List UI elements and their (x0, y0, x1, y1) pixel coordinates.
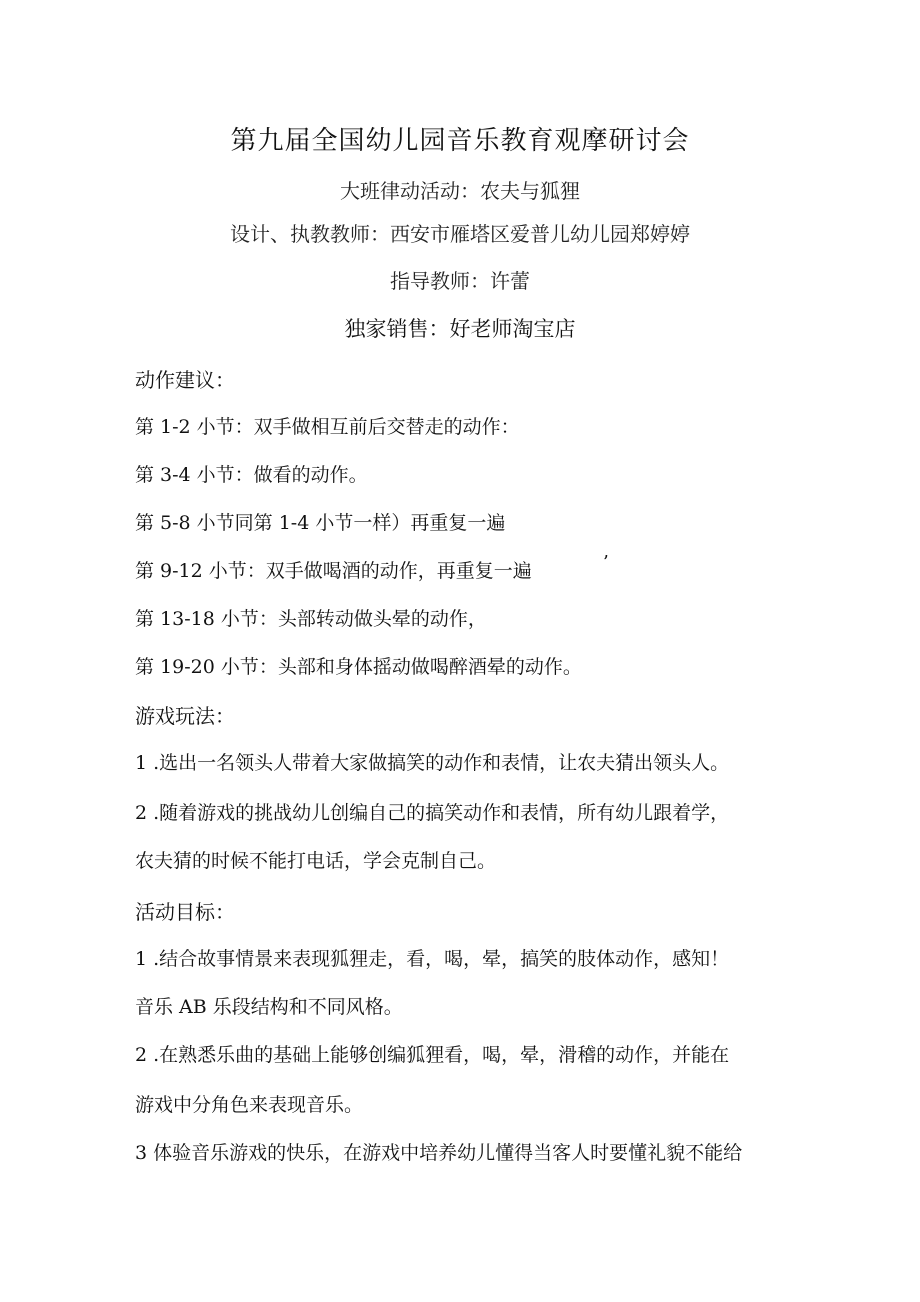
document-title: 第九届全国幼儿园音乐教育观摩研讨会 (230, 126, 690, 156)
game-heading: 游戏玩法： (135, 704, 235, 728)
sales-line: 独家销售：好老师淘宝店 (344, 317, 576, 341)
game-line-1: 1 .选出一名领头人带着大家做搞笑的动作和表情，让农夫猜出领头人。 (135, 752, 730, 774)
game-line-2: 2 .随着游戏的挑战幼儿创编自己的搞笑动作和表情，所有幼儿跟着学， (135, 802, 730, 824)
stray-mark: ’ (603, 552, 609, 573)
action-line-1: 第 1-2 小节：双手做相互前后交替走的动作： (135, 416, 520, 438)
action-line-4: 第 9-12 小节：双手做喝酒的动作，再重复一遍 (135, 560, 532, 582)
goal-line-5: 3 体验音乐游戏的快乐，在游戏中培养幼儿懂得当客人时要懂礼貌不能给 (135, 1142, 743, 1164)
action-line-2: 第 3-4 小节：做看的动作。 (135, 464, 368, 486)
goal-line-3: 2 .在熟悉乐曲的基础上能够创编狐狸看，喝，晕，滑稽的动作，并能在 (135, 1044, 730, 1066)
designer-line: 设计、执教教师：西安市雁塔区爱普儿幼儿园郑婷婷 (230, 222, 690, 246)
action-line-3: 第 5-8 小节同第 1-4 小节一样）再重复一遍 (135, 512, 506, 534)
actions-heading: 动作建议： (135, 368, 235, 392)
action-line-6: 第 19-20 小节：头部和身体摇动做喝醉酒晕的动作。 (135, 656, 582, 678)
goals-heading: 活动目标： (135, 900, 235, 924)
action-line-5: 第 13-18 小节：头部转动做头晕的动作， (135, 608, 487, 630)
game-line-3: 农夫猜的时候不能打电话，学会克制自己。 (135, 850, 497, 872)
activity-subtitle: 大班律动活动：农夫与狐狸 (340, 179, 580, 203)
goal-line-4: 游戏中分角色来表现音乐。 (135, 1094, 364, 1116)
goal-line-1: 1 .结合故事情景来表现狐狸走，看，喝，晕，搞笑的肢体动作，感知！ (135, 948, 730, 970)
advisor-line: 指导教师：许蕾 (390, 269, 530, 293)
goal-line-2: 音乐 AB 乐段结构和不同风格。 (135, 996, 403, 1018)
